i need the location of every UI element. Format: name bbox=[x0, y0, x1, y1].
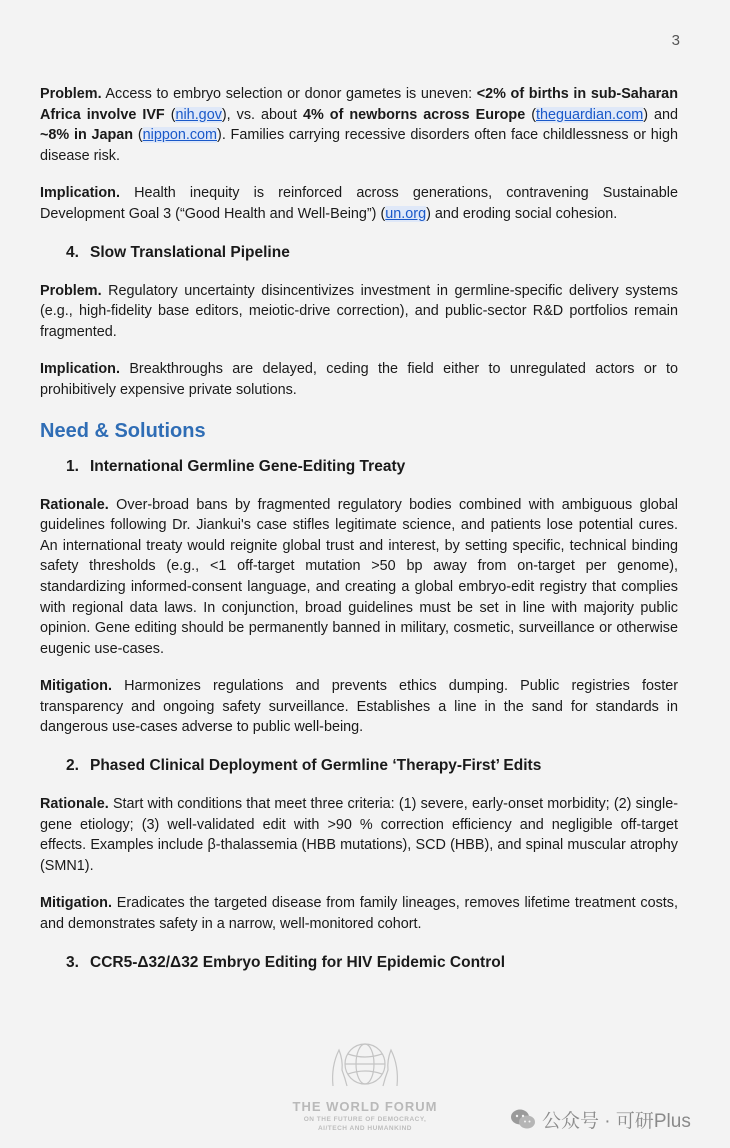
paragraph-text: Eradicates the targeted disease from family lineages, removes lifetime treatment costs, and demonstrates safety in a narrow, well‐monitored cohort. bbox=[40, 895, 678, 933]
paragraph-text: ). Families carrying recessive disorders often face childlessness or high disease risk. bbox=[40, 127, 678, 164]
paragraph-text: Breakthroughs are delayed, ceding the field either to unregulated actors or to prohibitively expensive private solutions. bbox=[40, 361, 678, 398]
bold-text: Rationale. bbox=[40, 496, 109, 513]
paragraph-text: ( bbox=[164, 106, 176, 123]
numbered-subheading bbox=[66, 952, 678, 974]
paragraph-text: Over‐broad bans by fragmented regulatory bodies combined with ambiguous global guidelines following Dr. Jiankui's case stifles legitimate science, and patients lose potential cures. An international treaty would reignite global trust and interest, by setting specific, technical binding safety thresholds (e.g., <1 off‐target mutation >50 bp away from on‐target per genome), standardizing informed‐consent language, and creating a global embryo‐edit registry that complies with regional data laws. In conjunction, broad guidelines must be set in line with majority public opinion. Gene editing should be permanently banned in military, cosmetic, surveillance or otherwise eugenic use‐cases. bbox=[40, 496, 678, 657]
subheading-text: CCR5‐Δ32/Δ32 Embryo Editing for HIV Epidemic Control bbox=[90, 953, 506, 971]
paragraph-text: ( bbox=[525, 106, 536, 123]
bold-text: Mitigation. bbox=[40, 678, 112, 695]
bold-text: <2% of births in sub-Saharan Africa involve IVF bbox=[40, 86, 678, 123]
paragraph bbox=[40, 183, 678, 224]
footer-title: THE WORLD FORUM bbox=[292, 1099, 438, 1114]
source-link[interactable]: un.org bbox=[385, 205, 427, 222]
paragraph bbox=[40, 893, 678, 934]
footer-subtitle-1: ON THE FUTURE OF DEMOCRACY, bbox=[303, 1116, 427, 1123]
paragraph-text: Health inequity is reinforced across generations, contravening Sustainable Development Goal 3 (“Good Health and Well‐Being”) ( bbox=[40, 185, 678, 222]
paragraph-text: Regulatory uncertainty disincentivizes investment in germline‐specific delivery systems (e.g., high‐fidelity base editors, meiotic‐drive correction), and public‐sector R&D portfolios remain fragmented. bbox=[40, 282, 678, 340]
paragraph-text: Start with conditions that meet three criteria: (1) severe, early‐onset morbidity; (2) single‐gene etiology; (3) well‐validated edit with >90 % correction efficiency and negligible off‐target effects. Examples include β‐thalassemia (HBB mutations), SCD (HBB), and spinal muscular atrophy (SMN1). bbox=[40, 796, 678, 874]
paragraph-text: ) and bbox=[643, 106, 678, 123]
paragraph bbox=[40, 495, 678, 660]
paragraph bbox=[40, 84, 678, 166]
page-number: 3 bbox=[671, 32, 680, 49]
paragraph-text: Access to embryo selection or donor gametes is uneven: bbox=[101, 86, 477, 102]
bold-text: Problem. bbox=[40, 86, 102, 102]
paragraph bbox=[40, 281, 678, 343]
subheading-text: Phased Clinical Deployment of Germline ‘Therapy‐First’ Edits bbox=[90, 757, 542, 775]
bold-text: Mitigation. bbox=[40, 895, 112, 912]
globe-hands-emblem-icon bbox=[325, 1036, 405, 1096]
numbered-subheading bbox=[66, 242, 678, 264]
bold-text: ~8% in Japan bbox=[40, 127, 134, 144]
paragraph bbox=[40, 794, 678, 876]
paragraph bbox=[40, 676, 678, 738]
document-body bbox=[40, 84, 678, 991]
source-link[interactable]: theguardian.com bbox=[536, 106, 644, 123]
paragraph-text: ( bbox=[133, 127, 143, 144]
bold-text: Rationale. bbox=[40, 796, 109, 813]
subheading-text: International Germline Gene‐Editing Treaty bbox=[90, 457, 406, 475]
paragraph bbox=[40, 359, 678, 400]
section-heading: Need & Solutions bbox=[40, 419, 206, 442]
watermark-text: 公众号 · 可研Plus bbox=[542, 1110, 691, 1132]
wechat-icon bbox=[510, 1108, 536, 1130]
paragraph-text: Harmonizes regulations and prevents ethics dumping. Public registries foster transparency and ongoing safety surveillance. Establishes a line in the sand for standards in dangerous use‐cases adverse to public well‐being. bbox=[40, 678, 678, 736]
bold-text: Implication. bbox=[40, 361, 120, 378]
source-link[interactable]: nippon.com bbox=[142, 127, 218, 144]
numbered-subheading bbox=[66, 456, 678, 478]
subheading-number: 2. bbox=[66, 757, 79, 775]
footer-subtitle-2: AI/TECH AND HUMANKIND bbox=[317, 1125, 413, 1132]
bold-text: 4% of newborns across Europe bbox=[303, 106, 526, 123]
source-link[interactable]: nih.gov bbox=[175, 106, 222, 123]
subheading-text: Slow Translational Pipeline bbox=[90, 243, 290, 261]
subheading-number: 4. bbox=[66, 243, 79, 261]
paragraph-text: ) and eroding social cohesion. bbox=[426, 205, 618, 222]
footer-logo bbox=[275, 1036, 455, 1136]
numbered-subheading bbox=[66, 755, 678, 777]
bold-text: Problem. bbox=[40, 282, 102, 299]
watermark bbox=[510, 1106, 691, 1132]
bold-text: Implication. bbox=[40, 185, 120, 202]
paragraph-text: ), vs. about bbox=[221, 106, 304, 123]
subheading-number: 3. bbox=[66, 953, 79, 971]
subheading-number: 1. bbox=[66, 457, 79, 475]
